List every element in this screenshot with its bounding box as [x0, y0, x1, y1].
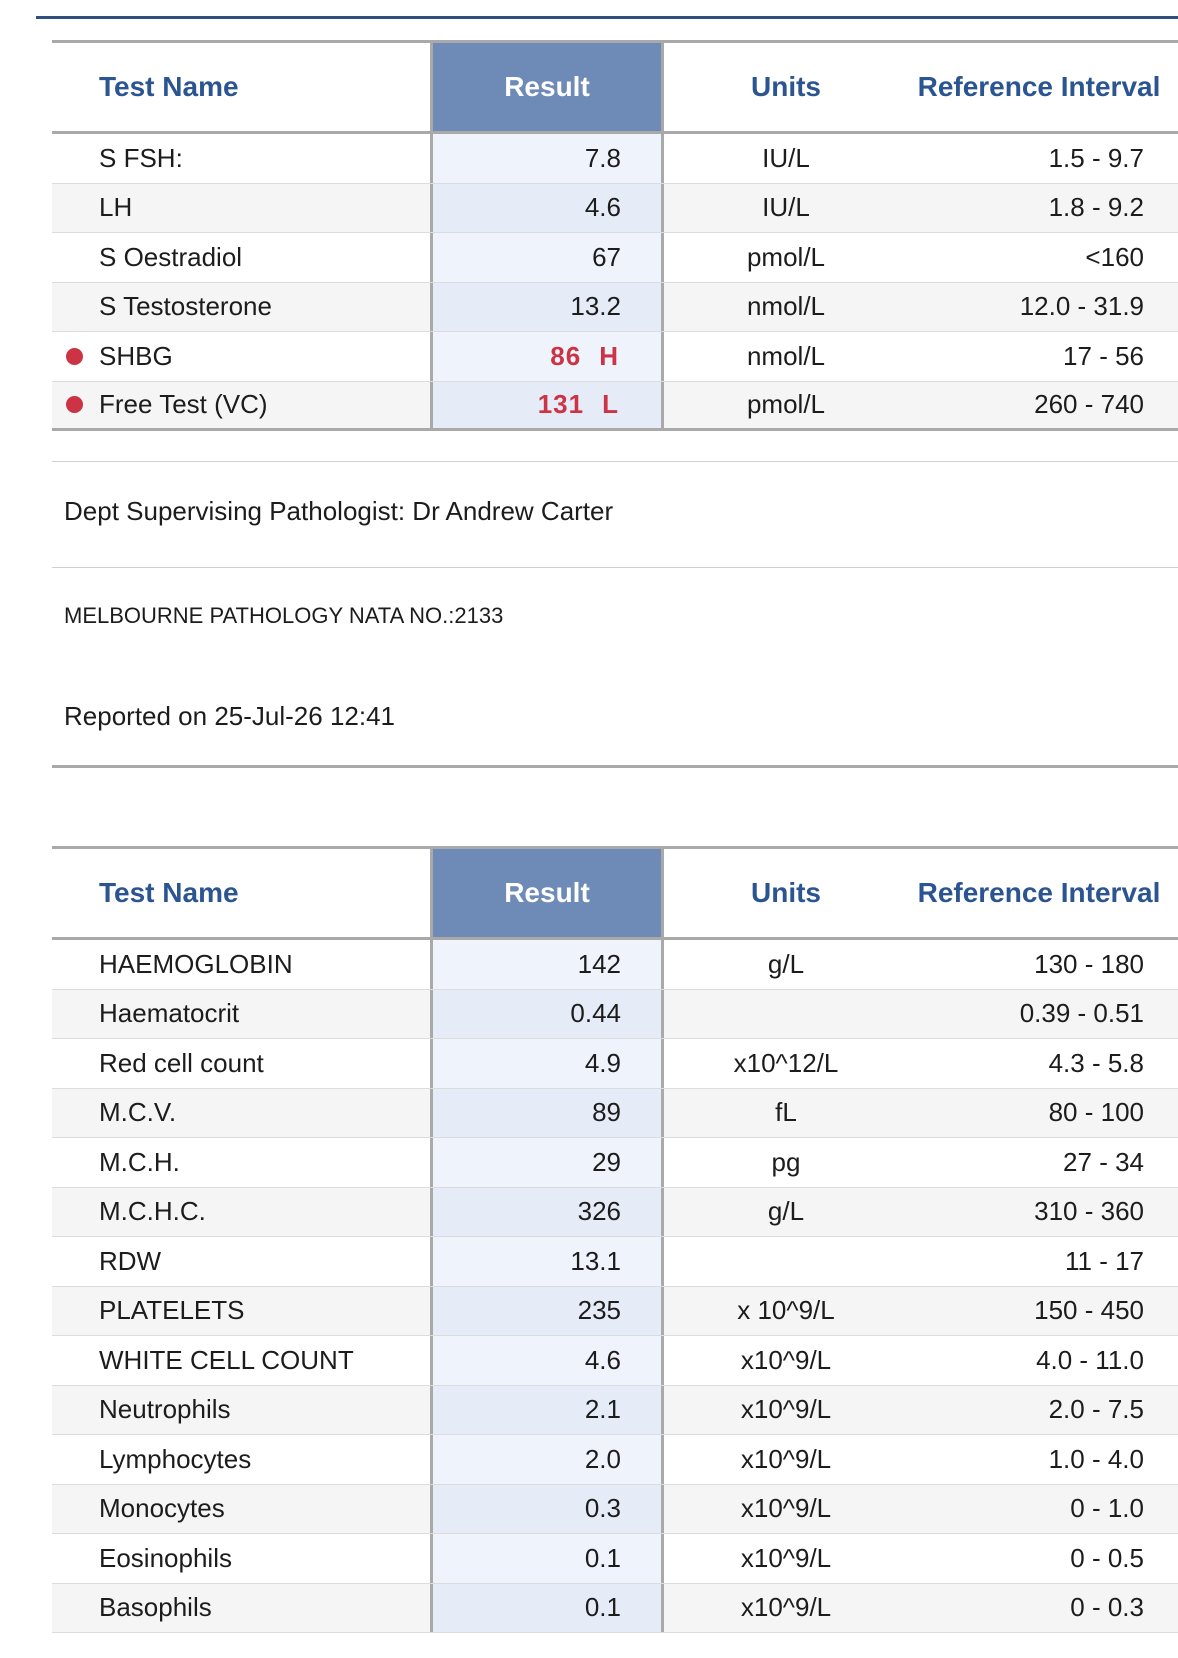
reference-interval-cell: 27 - 34: [1063, 1146, 1144, 1177]
reference-interval-cell: 17 - 56: [1063, 340, 1144, 371]
section-divider: [52, 567, 1178, 568]
units-cell: pmol/L: [746, 241, 826, 272]
test-name-cell: Free Test (VC): [99, 389, 268, 420]
header-reference-interval: Reference Interval: [917, 877, 1161, 908]
result-value: 131: [537, 389, 585, 420]
reference-interval-cell: 2.0 - 7.5: [1048, 1394, 1144, 1425]
result-value: 0.3: [584, 1493, 621, 1524]
reference-interval-cell: 11 - 17: [1064, 1245, 1144, 1276]
table-row: [52, 1287, 1178, 1337]
units-cell: x10^9/L: [740, 1592, 832, 1623]
result-value: 0.44: [570, 998, 621, 1029]
reference-interval-cell: 130 - 180: [1034, 948, 1144, 979]
result-cell: [430, 1534, 664, 1583]
section-divider: [52, 461, 1178, 462]
section-divider: [52, 765, 1178, 768]
result-cell: [430, 1237, 664, 1286]
units-cell: x10^9/L: [740, 1344, 832, 1375]
test-name-cell: SHBG: [99, 340, 173, 371]
test-name-cell: RDW: [99, 1245, 162, 1276]
result-value: 2.0: [584, 1443, 621, 1474]
header-test-name: Test Name: [99, 71, 239, 102]
units-cell: x10^9/L: [740, 1493, 832, 1524]
units-cell: nmol/L: [746, 340, 826, 371]
test-name-cell: HAEMOGLOBIN: [99, 948, 293, 979]
test-name-cell: S Oestradiol: [99, 241, 243, 272]
table-row: [52, 1138, 1178, 1188]
result-cell: [430, 1039, 664, 1088]
units-cell: IU/L: [762, 192, 810, 223]
result-cell: [430, 990, 664, 1039]
lab-accreditation: MELBOURNE PATHOLOGY NATA NO.:2133: [64, 603, 504, 628]
reference-interval-cell: 260 - 740: [1034, 389, 1144, 420]
result-cell: [430, 940, 664, 989]
reference-interval-cell: 0 - 1.0: [1070, 1493, 1144, 1524]
result-value: 0.1: [584, 1592, 621, 1623]
table-row: [52, 940, 1178, 990]
red-dot-icon: [66, 396, 83, 413]
header-result: Result: [430, 43, 664, 131]
units-cell: x10^12/L: [733, 1047, 839, 1078]
table-row: [52, 1584, 1178, 1634]
top-rule: [36, 16, 1178, 19]
header-result: Result: [430, 849, 664, 937]
test-name-cell: WHITE CELL COUNT: [99, 1344, 354, 1375]
result-value: 326: [577, 1196, 621, 1227]
result-flag: H: [599, 340, 619, 371]
units-cell: fL: [775, 1097, 797, 1128]
reference-interval-cell: 0 - 0.3: [1070, 1592, 1144, 1623]
reference-interval-cell: 310 - 360: [1034, 1196, 1144, 1227]
result-value: 29: [592, 1146, 621, 1177]
header-units: Units: [751, 71, 821, 102]
result-cell: [430, 283, 664, 332]
table-header: [52, 40, 1178, 134]
units-cell: nmol/L: [746, 291, 826, 322]
blood-count-table: [52, 846, 1178, 1633]
pathologist-note: Dept Supervising Pathologist: Dr Andrew Carter: [64, 496, 614, 526]
result-value: 4.6: [584, 192, 621, 223]
header-reference-interval: Reference Interval: [917, 71, 1161, 102]
result-value: 86: [550, 340, 582, 371]
reference-interval-cell: 0 - 0.5: [1070, 1542, 1144, 1573]
table-row: [52, 332, 1178, 382]
test-name-cell: Lymphocytes: [99, 1443, 252, 1474]
result-cell: [430, 1287, 664, 1336]
result-cell: [430, 332, 664, 381]
reported-timestamp: Reported on 25-Jul-26 12:41: [64, 701, 396, 731]
result-cell: [430, 1386, 664, 1435]
result-cell: [430, 1138, 664, 1187]
test-name-cell: M.C.V.: [99, 1097, 177, 1128]
table-row: [52, 1534, 1178, 1584]
result-cell: [430, 184, 664, 233]
table-row: [52, 283, 1178, 333]
test-name-cell: Monocytes: [99, 1493, 225, 1524]
abnormal-indicator-icon: [64, 332, 84, 381]
result-cell: [430, 1485, 664, 1534]
result-cell: [430, 1089, 664, 1138]
test-name-cell: S FSH:: [99, 142, 183, 173]
result-cell: [430, 1336, 664, 1385]
table-row: [52, 990, 1178, 1040]
table-row: [52, 1435, 1178, 1485]
result-cell: [430, 233, 664, 282]
units-cell: x10^9/L: [740, 1443, 832, 1474]
units-cell: pmol/L: [746, 389, 826, 420]
reference-interval-cell: 12.0 - 31.9: [1019, 291, 1144, 322]
test-name-cell: M.C.H.C.: [99, 1196, 206, 1227]
abnormal-indicator-icon: [64, 382, 84, 429]
result-value: 7.8: [584, 142, 621, 173]
table-row: [52, 1485, 1178, 1535]
table-row: [52, 1039, 1178, 1089]
reference-interval-cell: 1.0 - 4.0: [1048, 1443, 1144, 1474]
header-units: Units: [751, 877, 821, 908]
result-flag: L: [602, 389, 619, 420]
units-cell: g/L: [767, 948, 805, 979]
result-cell: [430, 1188, 664, 1237]
table-row: [52, 134, 1178, 184]
table-row: [52, 1336, 1178, 1386]
reference-interval-cell: 80 - 100: [1048, 1097, 1144, 1128]
result-value: 0.1: [584, 1542, 621, 1573]
result-value: 4.6: [584, 1344, 621, 1375]
test-name-cell: Red cell count: [99, 1047, 264, 1078]
table-row: [52, 382, 1178, 432]
test-name-cell: S Testosterone: [99, 291, 272, 322]
test-name-cell: Basophils: [99, 1592, 212, 1623]
reference-interval-cell: <160: [1085, 241, 1144, 272]
reference-interval-cell: 4.0 - 11.0: [1036, 1344, 1144, 1375]
result-value: 89: [592, 1097, 621, 1128]
units-cell: g/L: [767, 1196, 805, 1227]
units-cell: x 10^9/L: [737, 1295, 835, 1326]
result-cell: [430, 382, 664, 429]
units-cell: pg: [771, 1146, 801, 1177]
table-header: [52, 846, 1178, 940]
table-body: [52, 940, 1178, 1633]
result-cell: [430, 1435, 664, 1484]
table-row: [52, 184, 1178, 234]
reference-interval-cell: 1.5 - 9.7: [1048, 142, 1144, 173]
result-value: 4.9: [584, 1047, 621, 1078]
units-cell: [664, 990, 908, 1039]
table-row: [52, 1237, 1178, 1287]
test-name-cell: Haematocrit: [99, 998, 240, 1029]
units-cell: x10^9/L: [740, 1394, 832, 1425]
test-name-cell: Neutrophils: [99, 1394, 231, 1425]
result-cell: [430, 134, 664, 183]
result-value: 13.1: [570, 1245, 621, 1276]
table-row: [52, 1089, 1178, 1139]
red-dot-icon: [66, 348, 83, 365]
hormone-results-table: [52, 40, 1178, 431]
result-value: 142: [577, 948, 621, 979]
reference-interval-cell: 1.8 - 9.2: [1048, 192, 1144, 223]
units-cell: IU/L: [762, 142, 810, 173]
test-name-cell: LH: [99, 192, 133, 223]
reference-interval-cell: 0.39 - 0.51: [1019, 998, 1144, 1029]
result-value: 2.1: [584, 1394, 621, 1425]
test-name-cell: Eosinophils: [99, 1542, 232, 1573]
reference-interval-cell: 150 - 450: [1034, 1295, 1144, 1326]
result-value: 13.2: [570, 291, 621, 322]
result-value: 235: [577, 1295, 621, 1326]
table-row: [52, 1386, 1178, 1436]
result-value: 67: [592, 241, 621, 272]
table-row: [52, 1188, 1178, 1238]
header-test-name: Test Name: [99, 877, 239, 908]
result-cell: [430, 1584, 664, 1633]
table-body: [52, 134, 1178, 431]
test-name-cell: PLATELETS: [99, 1295, 245, 1326]
reference-interval-cell: 4.3 - 5.8: [1048, 1047, 1144, 1078]
units-cell: x10^9/L: [740, 1542, 832, 1573]
units-cell: [664, 1237, 908, 1286]
table-row: [52, 233, 1178, 283]
test-name-cell: M.C.H.: [99, 1146, 180, 1177]
